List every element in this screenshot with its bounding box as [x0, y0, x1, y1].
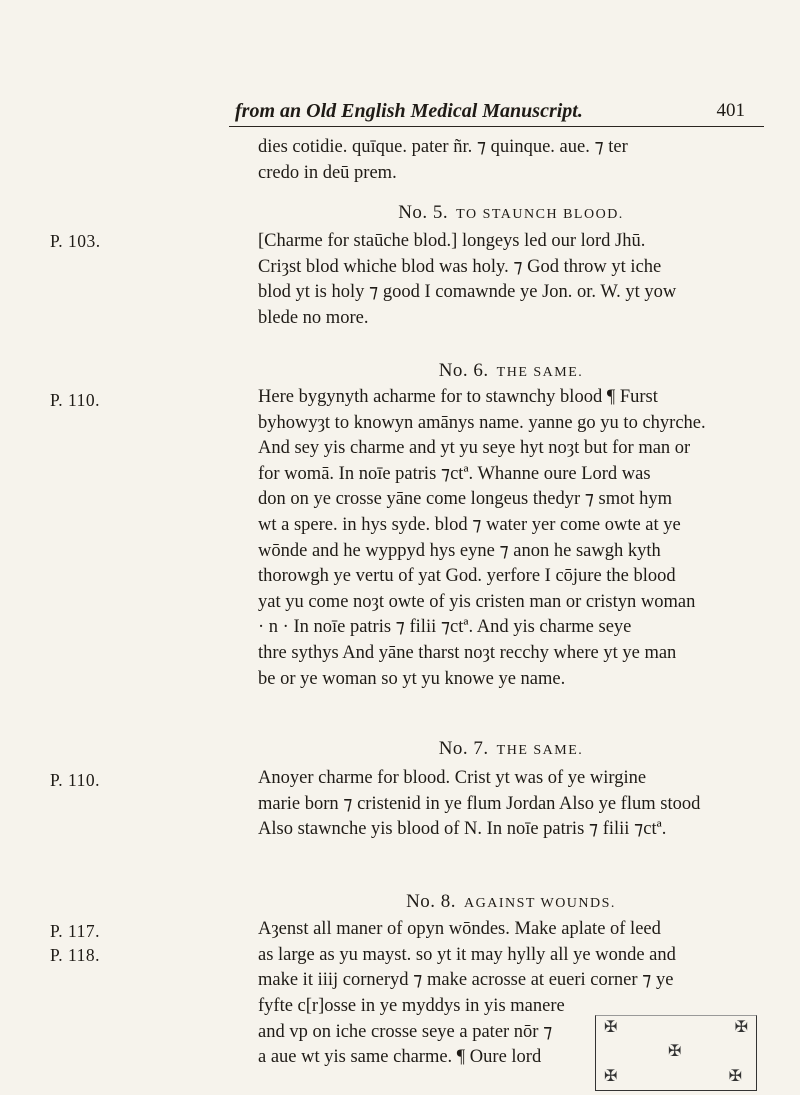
text-line: wt a spere. in hys syde. blod ⁊ water yer come owte at ye — [258, 514, 681, 535]
intro-paragraph — [258, 135, 764, 186]
cross-icon: ✠ — [728, 1068, 742, 1085]
text-line: Here bygynyth acharme for to stawnchy blood ¶ Furst — [258, 387, 658, 407]
section-number: No. 5. — [398, 202, 449, 223]
text-line: for womā. In noīe patris ⁊ctª. Whanne oure Lord was — [258, 463, 651, 484]
section-number: No. 8. — [406, 891, 457, 912]
text-line: be or ye woman so yt yu knowe ye name. — [258, 668, 566, 689]
margin-ref: P. 117. — [50, 921, 101, 941]
section-number: No. 7. — [438, 738, 489, 759]
text-line: byhowyȝt to knowyn amānys name. yanne go yu to chyrche. — [258, 412, 706, 433]
margin-ref: P. 118. — [50, 945, 101, 965]
section-number: No. 6. — [438, 360, 489, 381]
text-line: · n · In noīe patris ⁊ filii ⁊ctª. And yis charme seye — [258, 617, 632, 638]
section-body — [258, 766, 764, 843]
text-line: yat yu come noȝt owte of yis cristen man or cristyn woman — [258, 591, 696, 612]
running-title: from an Old English Medical Manuscript. — [235, 100, 583, 122]
crosses-figure — [595, 1015, 757, 1091]
text-line: Criȝst blod whiche blod was holy. ⁊ God throw yt iche — [258, 256, 662, 277]
text-line: Also stawnche yis blood of N. In noīe patris ⁊ filii ⁊ctª. — [258, 819, 667, 840]
section-title: TO STAUNCH BLOOD. — [456, 207, 624, 222]
section-heading — [258, 738, 764, 760]
section-heading — [258, 360, 764, 382]
section-body — [258, 385, 764, 692]
text-line: Anoyer charme for blood. Crist yt was of ye wirgine — [258, 768, 647, 788]
running-header — [235, 100, 765, 126]
text-line: dies cotidie. quīque. pater ñr. ⁊ quinque. aue. ⁊ ter — [258, 137, 628, 157]
cross-icon: ✠ — [604, 1019, 618, 1036]
section-body — [258, 917, 764, 994]
page-number: 401 — [716, 100, 745, 121]
section-body — [258, 229, 764, 331]
cross-icon: ✠ — [668, 1043, 682, 1060]
text-line: credo in deū prem. — [258, 162, 397, 183]
section-heading — [258, 202, 764, 224]
text-line: And sey yis charme and yt yu seye hyt noȝt but for man or — [258, 438, 691, 459]
margin-ref: P. 110. — [50, 390, 101, 410]
text-line: thre sythys And yāne tharst noȝt recchy where yt ye man — [258, 642, 677, 663]
text-line: don on ye crosse yāne come longeus thedyr ⁊ smot hym — [258, 489, 673, 510]
text-line: marie born ⁊ cristenid in ye flum Jordan Also ye flum stood — [258, 793, 701, 814]
margin-ref: P. 103. — [50, 231, 101, 251]
text-line: a aue wt yis same charme. ¶ Oure lord — [258, 1047, 542, 1068]
section-heading — [258, 891, 764, 913]
header-rule — [229, 126, 764, 127]
section-title: THE SAME. — [496, 743, 584, 758]
text-line: wōnde and he wyppyd hys eyne ⁊ anon he sawgh kyth — [258, 540, 661, 561]
text-line: make it iiij corneryd ⁊ make acrosse at eueri corner ⁊ ye — [258, 970, 674, 991]
text-line: Aȝenst all maner of opyn wōndes. Make aplate of leed — [258, 919, 661, 939]
cross-icon: ✠ — [604, 1068, 618, 1085]
text-line: [Charme for staūche blod.] longeys led our lord Jhū. — [258, 231, 646, 251]
cross-icon: ✠ — [734, 1019, 748, 1036]
section-title: AGAINST WOUNDS. — [464, 896, 616, 911]
text-line: fyfte c[r]osse in ye myddys in yis manere — [258, 996, 565, 1016]
text-line: thorowgh ye vertu of yat God. yerfore I cōjure the blood — [258, 566, 676, 587]
section-body-continued — [258, 994, 588, 1071]
text-line: as large as yu mayst. so yt it may hylly all ye wonde and — [258, 944, 676, 965]
text-line: and vp on iche crosse seye a pater nōr ⁊ — [258, 1021, 553, 1042]
section-title: THE SAME. — [496, 365, 584, 380]
text-line: blede no more. — [258, 307, 369, 328]
margin-ref: P. 110. — [50, 770, 101, 790]
text-line: blod yt is holy ⁊ good I comawnde ye Jon. or. W. yt yow — [258, 282, 677, 303]
